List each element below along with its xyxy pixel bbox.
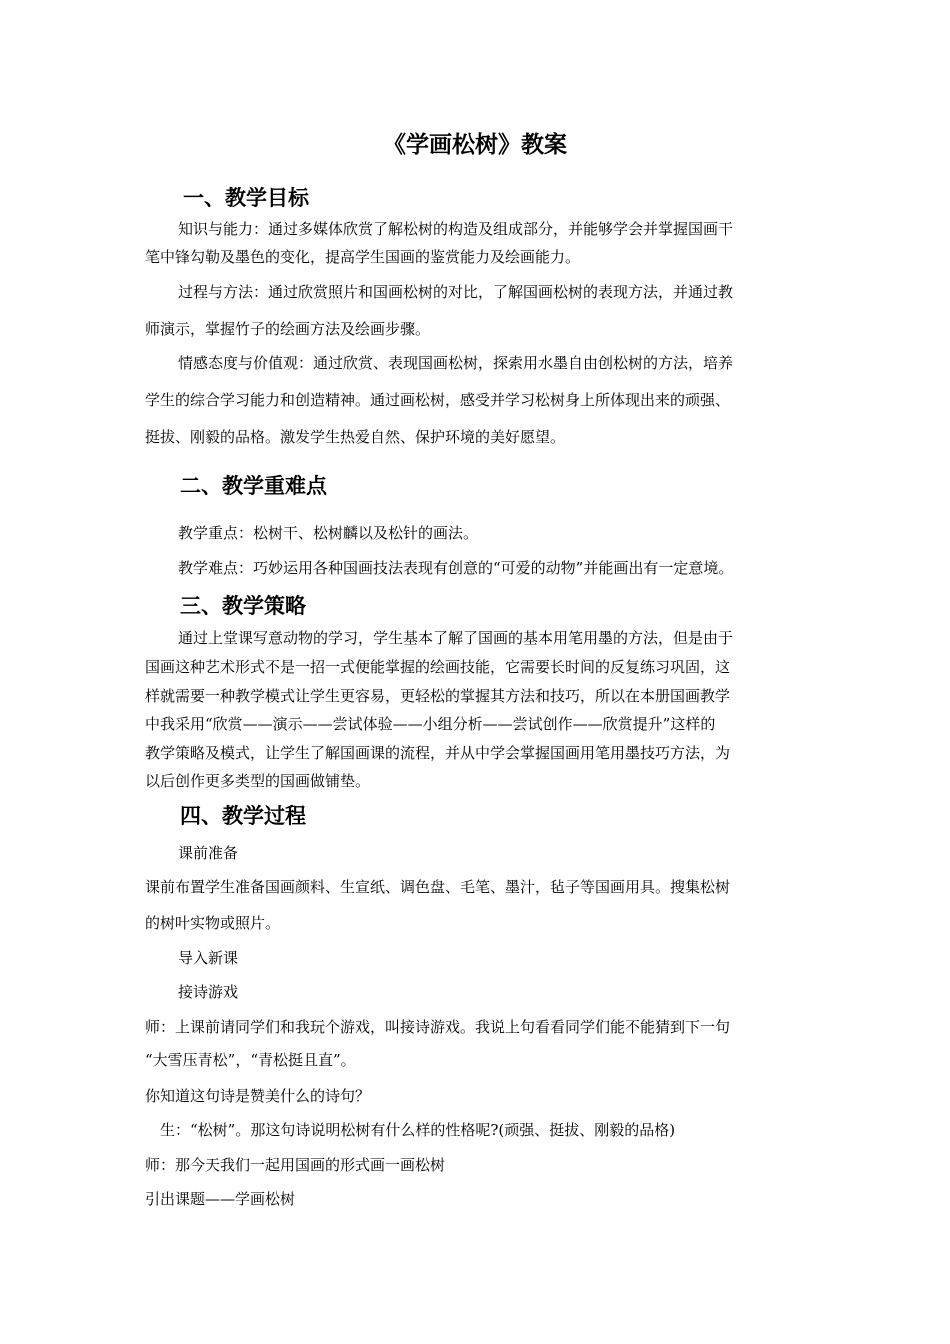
paragraph-line: 样就需要一种教学模式让学生更容易，更轻松的掌握其方法和技巧，所以在本册国画教学 [145,687,731,705]
document-title: 《学画松树》教案 [383,131,567,158]
section-heading-process: 四、教学过程 [180,803,306,828]
paragraph-line: 国画这种艺术形式不是一招一式便能掌握的绘画技能，它需要长时间的反复练习巩固，这 [145,658,731,676]
dialogue-line: 生：“松树”。那这句诗说明松树有什么样的性格呢?(顽强、挺拔、刚毅的品格) [160,1121,676,1139]
dialogue-line: “大雪压青松”，“青松挺且直”。 [145,1051,356,1069]
subheading-introduction: 导入新课 [178,949,239,967]
dialogue-line: 引出课题——学画松树 [145,1190,296,1208]
paragraph-line: 笔中锋勾勒及墨色的变化，提高学生国画的鉴赏能力及绘画能力。 [145,248,581,266]
paragraph-line: 知识与能力：通过多媒体欣赏了解松树的构造及组成部分，并能够学会并掌握国画干 [178,220,734,238]
section-heading-objectives: 一、教学目标 [183,185,309,210]
paragraph-line: 教学重点：松树干、松树麟以及松针的画法。 [178,524,479,542]
section-heading-key-points: 二、教学重难点 [180,473,327,498]
subheading-preparation: 课前准备 [178,844,239,862]
paragraph-line: 情感态度与价值观：通过欣赏、表现国画松树，探索用水墨自由创松树的方法，培养 [178,354,734,372]
paragraph-line: 师演示，掌握竹子的绘画方法及绘画步骤。 [145,320,431,338]
paragraph-line: 中我采用“欣赏——演示——尝试体验——小组分析——尝试创作——欣赏提升”这样的 [145,715,716,733]
paragraph-line: 过程与方法：通过欣赏照片和国画松树的对比，了解国画松树的表现方法，并通过教 [178,283,734,301]
paragraph-line: 学生的综合学习能力和创造精神。通过画松树，感受并学习松树身上所体现出来的顽强、 [145,391,731,409]
subheading-poem-game: 接诗游戏 [178,983,239,1001]
paragraph-line: 挺拔、刚毅的品格。激发学生热爱自然、保护环境的美好愿望。 [145,428,566,446]
dialogue-line: 师：上课前请同学们和我玩个游戏，叫接诗游戏。我说上句看看同学们能不能猜到下一句 [145,1018,731,1036]
paragraph-line: 以后创作更多类型的国画做铺垫。 [145,772,371,790]
paragraph-line: 的树叶实物或照片。 [145,914,281,932]
dialogue-line: 你知道这句诗是赞美什么的诗句？ [145,1087,371,1105]
paragraph-line: 课前布置学生准备国画颜料、生宣纸、调色盘、毛笔、墨汁，毡子等国画用具。搜集松树 [145,878,731,896]
paragraph-line: 通过上堂课写意动物的学习，学生基本了解了国画的基本用笔用墨的方法，但是由于 [178,629,734,647]
section-heading-strategy: 三、教学策略 [180,593,306,618]
paragraph-line: 教学策略及模式，让学生了解国画课的流程，并从中学会掌握国画用笔用墨技巧方法，为 [145,744,731,762]
paragraph-line: 教学难点：巧妙运用各种国画技法表现有创意的“可爱的动物”并能画出有一定意境。 [178,559,734,577]
dialogue-line: 师：那今天我们一起用国画的形式画一画松树 [145,1156,446,1174]
